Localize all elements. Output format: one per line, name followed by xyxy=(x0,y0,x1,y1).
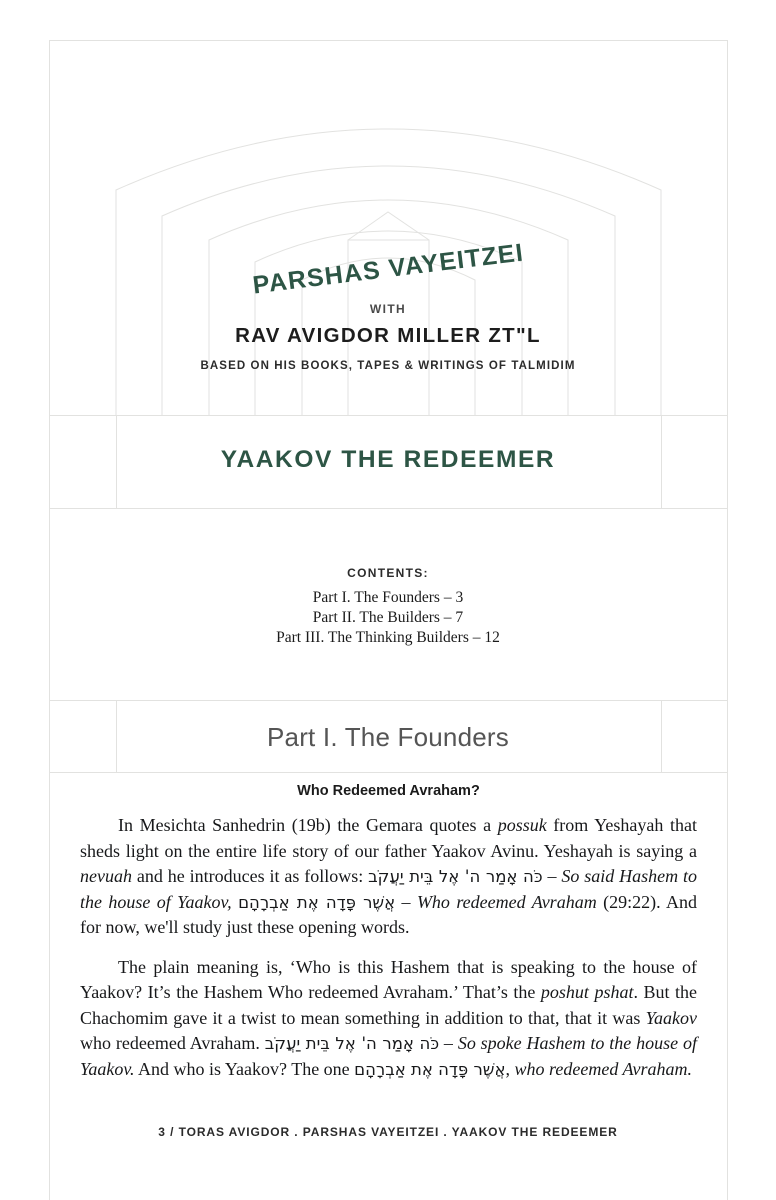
text-run: and he introduces it as follows: xyxy=(131,866,369,886)
parsha-title: PARSHAS VAYEITZEI xyxy=(250,238,526,300)
contents-item: Part I. The Founders – 3 xyxy=(312,589,464,606)
paragraph-2 xyxy=(80,955,697,1083)
with-label: WITH xyxy=(369,302,407,316)
hebrew-quote: אֲשֶׁר פָּדָה אֶת אַבְרָהָם xyxy=(354,1059,506,1079)
masthead xyxy=(0,238,776,372)
hebrew-quote: כֹּה אָמַר ה' אֶל בֵּית יַעֲקֹב xyxy=(264,1034,440,1053)
text-run-italic: nevuah xyxy=(80,866,132,886)
contents-block xyxy=(0,566,776,648)
text-run: from Yeshayah that sheds light on the entire life story of our father Yaakov Avinu. Yeshayah is saying a xyxy=(80,815,697,861)
text-run: And who is Yaakov? The one xyxy=(134,1058,355,1079)
part-heading: Part I. The Founders xyxy=(267,722,509,752)
page-footer: 3 / TORAS AVIGDOR . PARSHAS VAYEITZEI . YAAKOV THE REDEEMER xyxy=(158,1125,618,1139)
text-run: , xyxy=(505,1058,515,1079)
text-run-italic: poshut pshat xyxy=(540,982,634,1002)
text-run: who redeemed Avraham. xyxy=(80,1033,265,1053)
drasha-title: YAAKOV THE REDEEMER xyxy=(220,446,556,473)
text-run-italic: possuk xyxy=(497,815,547,835)
frame-line-band-4 xyxy=(49,772,728,773)
text-run-italic: who redeemed Avraham. xyxy=(514,1058,692,1079)
text-run: (29:22). And for now, we'll study just these opening words. xyxy=(80,891,697,937)
text-run-italic: Who redeemed Avraham xyxy=(416,891,597,912)
text-run: In Mesichta Sanhedrin (19b) the Gemara quotes a xyxy=(118,815,498,835)
text-run: . But the Chachomim gave it a twist to mean something in addition to that, that it was xyxy=(80,982,698,1028)
paragraph-1 xyxy=(80,813,697,941)
text-run-italic: So said Hashem to the house of Yaakov, xyxy=(80,866,697,912)
body-text xyxy=(80,783,697,1082)
frame-line-band-3 xyxy=(49,700,728,701)
contents-label: CONTENTS: xyxy=(347,566,429,580)
text-run: – xyxy=(542,866,562,886)
text-run-italic: So spoke Hashem to the house of Yaakov. xyxy=(80,1033,697,1079)
text-run: – xyxy=(439,1033,458,1053)
section-subheading: Who Redeemed Avraham? xyxy=(297,783,480,799)
contents-item: Part II. The Builders – 7 xyxy=(312,609,464,626)
text-run: – xyxy=(395,891,417,912)
hebrew-quote: אֲשֶׁר פָּדָה אֶת אַבְרָהָם xyxy=(238,892,396,912)
contents-item: Part III. The Thinking Builders – 12 xyxy=(276,629,500,646)
rav-name: RAV AVIGDOR MILLER ZT"L xyxy=(235,324,541,347)
text-run-italic: Yaakov xyxy=(645,1007,697,1028)
hebrew-quote: כֹּה אָמַר ה' אֶל בֵּית יַעֲקֹב xyxy=(368,867,543,886)
based-on-note: BASED ON HIS BOOKS, TAPES & WRITINGS OF TALMIDIM xyxy=(200,360,576,372)
text-run: The plain meaning is, ‘Who is this Hashem that is speaking to the house of Yaakov? It’s the Hashem Who redeemed Avraham.’ That’s the xyxy=(80,956,697,1002)
frame-line-band-2 xyxy=(49,508,728,509)
